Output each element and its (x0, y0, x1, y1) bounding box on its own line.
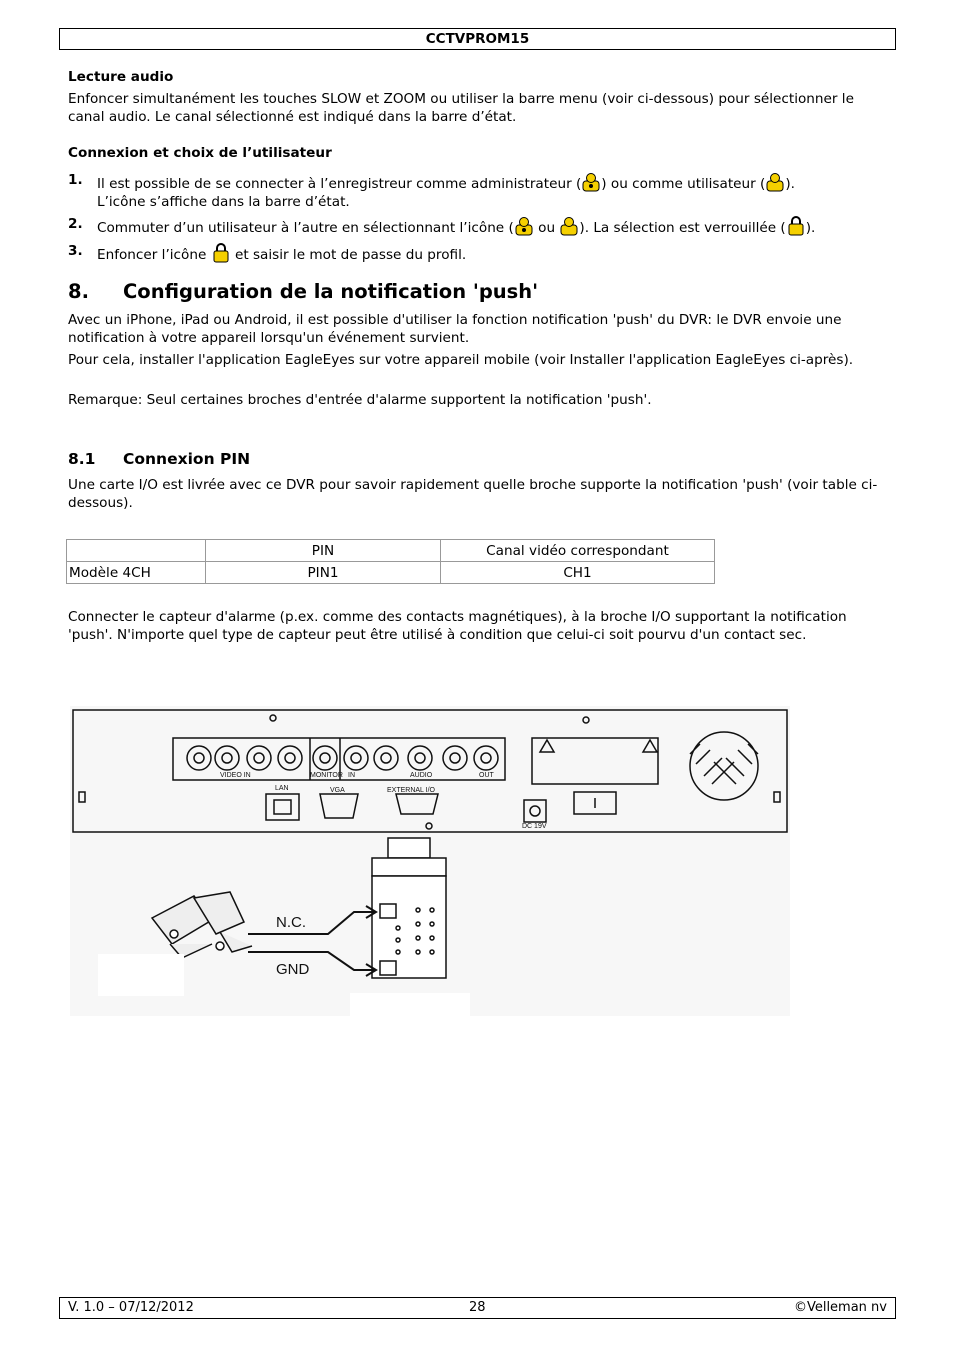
pin-table (66, 539, 715, 584)
page-footer (59, 1297, 896, 1319)
lock-icon (212, 243, 230, 263)
admin-user-icon (582, 172, 600, 192)
audio-heading: Lecture audio (68, 69, 174, 85)
svg-text:VIDEO IN: VIDEO IN (220, 772, 251, 779)
svg-text:IN: IN (348, 772, 355, 779)
connexion-heading: Connexion et choix de l’utilisateur (68, 145, 332, 161)
page-header (59, 28, 896, 50)
svg-text:OUT: OUT (479, 772, 494, 779)
svg-text:EXTERNAL I/O: EXTERNAL I/O (387, 787, 435, 794)
table-row: Modèle 4CH PIN1 CH1 (67, 562, 715, 584)
section-8-1-paragraph: Une carte I/O est livrée avec ce DVR pour savoir rapidement quelle broche supporte la notification 'push' (voir table ci-dessous). (68, 477, 878, 511)
svg-text:DC 19V: DC 19V (522, 823, 547, 830)
header-title: CCTVPROM15 (425, 31, 530, 47)
footer-copyright: ©Velleman nv (793, 1300, 887, 1315)
section-8-paragraph: Remarque: Seul certaines broches d'entrée d'alarme supportent la notification 'push'. (68, 392, 652, 408)
svg-text:LAN: LAN (275, 785, 289, 792)
page-number: 28 (469, 1300, 486, 1315)
dvr-rear-panel-diagram (70, 706, 790, 1016)
svg-text:GND: GND (276, 961, 310, 978)
admin-user-icon (515, 216, 533, 236)
user-icon (766, 172, 784, 192)
section-8-paragraph: Avec un iPhone, iPad ou Android, il est possible d'utiliser la fonction notification 'push' du DVR: le DVR envoie une notification à votre appareil lorsqu'un événement survient. (68, 312, 842, 346)
table-header-row: PIN Canal vidéo correspondant (67, 540, 715, 562)
user-icon (560, 216, 578, 236)
io-terminal-block (372, 838, 446, 978)
svg-text:N.C.: N.C. (276, 914, 306, 931)
svg-text:VGA: VGA (330, 787, 345, 794)
svg-text:AUDIO: AUDIO (410, 772, 433, 779)
svg-text:MONITOR: MONITOR (310, 772, 343, 779)
section-8-paragraph: Pour cela, installer l'application EagleEyes sur votre appareil mobile (voir Installer l'application EagleEyes ci-après). (68, 352, 854, 368)
footer-version: V. 1.0 – 07/12/2012 (68, 1300, 194, 1315)
lock-icon (787, 216, 805, 236)
section-8-1-paragraph: Connecter le capteur d'alarme (p.ex. comme des contacts magnétiques), à la broche I/O supportant la notification 'push'. N'importe quel type de capteur peut être utilisé à condition que celui-ci soit pourvu d'un contact sec. (68, 609, 847, 643)
audio-text: Enfoncer simultanément les touches SLOW et ZOOM ou utiliser la barre menu (voir ci-dessous) pour sélectionner le canal audio. Le canal sélectionné est indiqué dans la barre d’état. (68, 91, 854, 125)
